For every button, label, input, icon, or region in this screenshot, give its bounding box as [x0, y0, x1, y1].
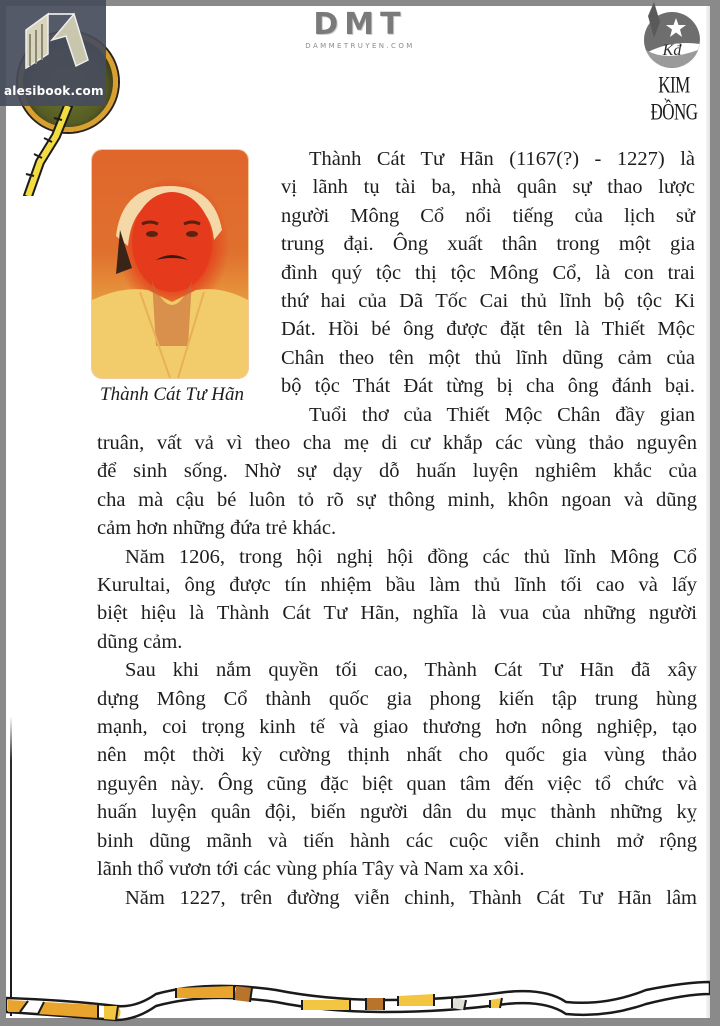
- text-line: để sinh sống. Nhờ sự dạy dỗ huấn luyện nghiêm khắc của: [97, 460, 697, 483]
- decorative-bottom-border: [6, 976, 710, 1026]
- book-page: [6, 6, 710, 1018]
- dmt-logo-sub: DAMMETRUYEN.COM: [305, 42, 415, 50]
- text-line: đình quý tộc thị tộc Mông Cổ, là con trai: [281, 261, 695, 284]
- paragraph-body: [97, 429, 697, 912]
- text-line: mạnh, coi trọng kinh tế và giao thương hơn nông nghiệp, tạo: [97, 716, 697, 739]
- kim-dong-emblem-text: Kđ: [662, 42, 682, 59]
- text-line: dựng Mông Cổ thành quốc gia phong kiến tập trung hùng: [97, 687, 697, 710]
- text-line: nên một thời kỳ cường thịnh nhất cho quốc gia vùng thảo: [97, 744, 697, 767]
- text-line: biệt hiệu là Thành Cát Tư Hãn, nghĩa là vua của những người: [97, 602, 697, 625]
- portrait-figure: [92, 150, 248, 378]
- dmt-logo: [290, 7, 430, 52]
- text-line: cha mà cậu bé luôn tỏ rõ sự thông minh, khôn ngoan và dũng: [97, 488, 697, 511]
- text-line: Năm 1227, trên đường viễn chinh, Thành Cát Tư Hãn lâm: [125, 886, 697, 909]
- dmt-logo-main: DMT: [313, 7, 407, 42]
- kim-dong-emblem-icon: [636, 0, 706, 70]
- text-line: Chân theo tên một thủ lĩnh dũng cảm của: [281, 346, 695, 369]
- text-line: Năm 1206, trong hội nghị hội đồng các thủ lĩnh Mông Cổ: [125, 545, 697, 568]
- kim-dong-logo: [633, 0, 715, 125]
- text-line: Tuổi thơ của Thiết Mộc Chân đầy gian: [309, 403, 695, 426]
- text-line: người Mông Cổ nổi tiếng của lịch sử: [281, 204, 695, 227]
- portrait-image: [92, 150, 248, 378]
- portrait-caption: Thành Cát Tư Hãn: [100, 384, 244, 405]
- text-line: huấn luyện quân đội, biến người dân du mục thành những kỵ: [97, 801, 697, 824]
- text-line: nguyên này. Ông cũng đặc biệt quan tâm đến việc tổ chức và: [97, 772, 697, 795]
- page-edge-shadow: [706, 6, 710, 1018]
- text-line: Dát. Hồi bé ông được đặt tên là Thiết Mộc: [281, 318, 695, 341]
- watermark-badge[interactable]: [0, 0, 106, 106]
- text-line: thứ hai của Dã Tốc Cai thủ lĩnh bộ tộc Ki: [281, 290, 695, 313]
- text-line: bộ tộc Thát Đát từng bị cha ông đánh bại.: [281, 375, 695, 398]
- text-line: Sau khi nắm quyền tối cao, Thành Cát Tư Hãn đã xây: [125, 659, 697, 682]
- book-logo-icon: [18, 10, 92, 82]
- text-line: Thành Cát Tư Hãn (1167(?) - 1227) là: [309, 148, 695, 170]
- left-border-line: [10, 716, 12, 1016]
- text-line: vị lãnh tụ tài ba, nhà quân sự thao lược: [281, 176, 695, 199]
- text-line: lãnh thổ vươn tới các vùng phía Tây và Nam xa xôi.: [97, 858, 525, 881]
- paragraph-intro: [281, 145, 695, 429]
- text-line: trung đại. Ông xuất thân trong một gia: [281, 233, 695, 256]
- text-line: binh dũng mãnh và tiến hành các cuộc viễn chinh mở rộng: [97, 829, 697, 852]
- text-line: dũng cảm.: [97, 630, 183, 653]
- text-line: cảm hơn những đứa trẻ khác.: [97, 517, 337, 540]
- decorative-border-tail: [6, 106, 86, 196]
- watermark-site-text[interactable]: alesibook.com: [4, 84, 104, 98]
- kim-dong-name: KIM ĐỒNG: [650, 72, 698, 125]
- text-line: Kurultai, ông được tín nhiệm bầu làm thủ lĩnh tối cao và lấy: [97, 574, 697, 597]
- text-line: truân, vất vả vì theo cha mẹ di cư khắp các vùng thảo nguyên: [97, 432, 697, 454]
